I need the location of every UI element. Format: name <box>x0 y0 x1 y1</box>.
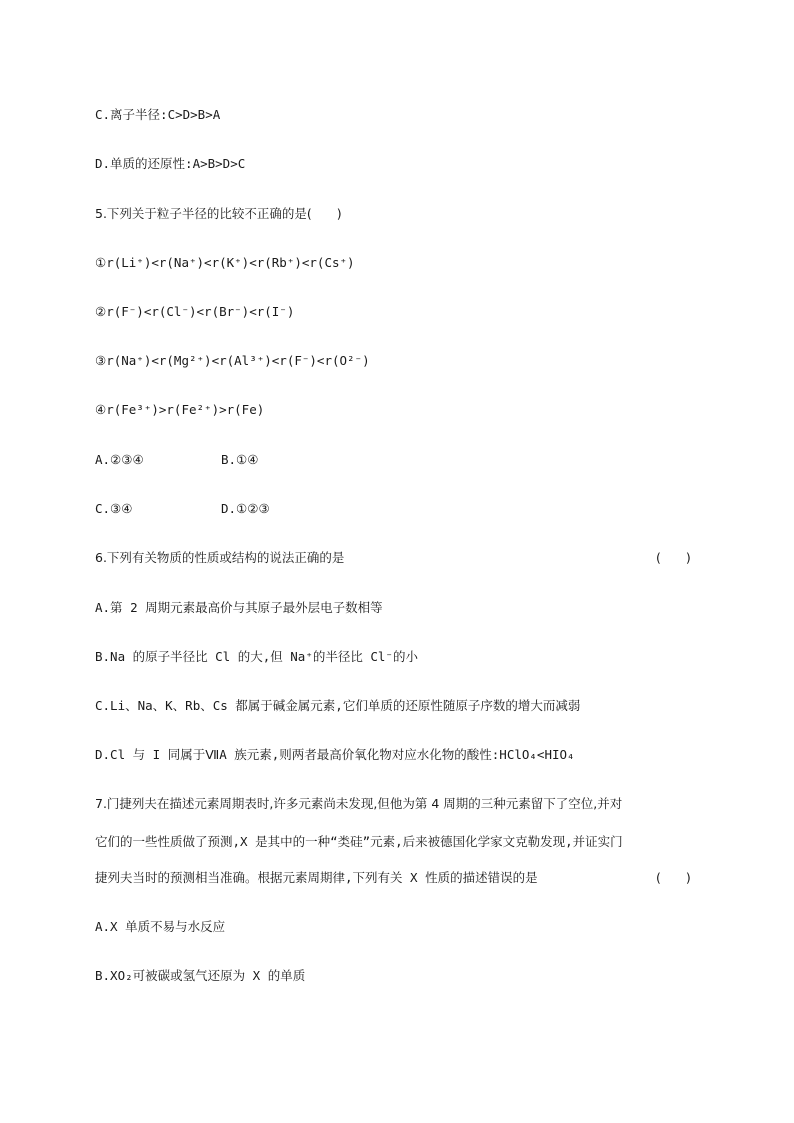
q6-option-b: B.Na 的原子半径比 Cl 的大,但 Na⁺的半径比 Cl⁻的小 <box>95 649 418 664</box>
q7-stem-line-3: 捷列夫当时的预测相当准确。根据元素周期律,下列有关 X 性质的描述错误的是 <box>95 870 538 885</box>
q5-option-a: A.②③④ <box>95 452 144 467</box>
q7-option-a: A.X 单质不易与水反应 <box>95 919 226 934</box>
q5-option-b: B.①④ <box>221 452 259 467</box>
q5-stem: 5.下列关于粒子半径的比较不正确的是( ) <box>95 206 342 221</box>
q6-option-c: C.Li、Na、K、Rb、Cs 都属于碱金属元素,它们单质的还原性随原子序数的增大而减弱 <box>95 698 581 713</box>
q6-option-d: D.Cl 与 I 同属于ⅦA 族元素,则两者最高价氧化物对应水化物的酸性:HClO₄<HIO₄ <box>95 747 575 762</box>
q7-answer-paren: ( ) <box>656 870 691 885</box>
q5-item-3: ③r(Na⁺)<r(Mg²⁺)<r(Al³⁺)<r(F⁻)<r(O²⁻) <box>95 353 370 368</box>
q5-option-d: D.①②③ <box>221 501 270 516</box>
q6-stem: 6.下列有关物质的性质或结构的说法正确的是 <box>95 550 345 565</box>
q5-item-4: ④r(Fe³⁺)>r(Fe²⁺)>r(Fe) <box>95 402 265 417</box>
q6-option-a: A.第 2 周期元素最高价与其原子最外层电子数相等 <box>95 600 383 615</box>
q4-option-c: C.离子半径:C>D>B>A <box>95 107 221 122</box>
q7-stem-line-1: 7.门捷列夫在描述元素周期表时,许多元素尚未发现,但他为第 4 周期的三种元素留下了空位,并对 <box>95 796 623 811</box>
q7-option-b: B.XO₂可被碳或氢气还原为 X 的单质 <box>95 968 306 983</box>
q7-stem-line-2: 它们的一些性质做了预测,X 是其中的一种“类硅”元素,后来被德国化学家文克勒发现,并证实门 <box>95 834 623 849</box>
q5-item-2: ②r(F⁻)<r(Cl⁻)<r(Br⁻)<r(I⁻) <box>95 304 295 319</box>
q4-option-d: D.单质的还原性:A>B>D>C <box>95 156 246 171</box>
q5-option-c: C.③④ <box>95 501 133 516</box>
q6-answer-paren: ( ) <box>656 550 691 565</box>
q5-item-1: ①r(Li⁺)<r(Na⁺)<r(K⁺)<r(Rb⁺)<r(Cs⁺) <box>95 255 355 270</box>
